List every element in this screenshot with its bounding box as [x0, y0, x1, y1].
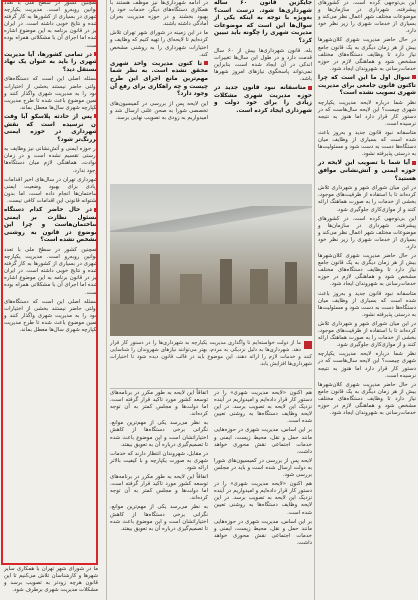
column-divider	[106, 0, 107, 600]
question-text: تا کنون مدیریت واحد شهری محقق نشده است. به نظر شما مهم‌ترین مانع اجرای این طرح چیست و چه راهکاری برای رفع آن وجود دارد؟	[110, 60, 208, 98]
article-column-6	[110, 390, 208, 600]
question-text: متاسفانه نبود قانون جدید در حوزه مدیریت شهری مشکلات زیادی را برای خود دولت و شهرداری ایجاد کرده است.	[214, 85, 312, 114]
paragraph: در این میان شورای شهر و شهرداری تلاش کرده‌اند تا با استفاده از ظرفیت‌های موجود، بخشی از خدمات را به صورت هماهنگ ارائه کنند و از موازی‌کاری جلوگیری شود.	[318, 320, 416, 349]
paragraph: متاسفانه نبود قانون جدید و به‌روز باعث شده است که بسیاری از وظایف میان دستگاه‌ها دست به دست شود و مسئولیت‌ها به درستی پذیرفته نشود.	[318, 290, 416, 318]
paragraph: در مقابل، شهروندان انتظار دارند که خدمات شهری به صورت یکپارچه و با کیفیت بالاتر ارائه شود.	[110, 450, 208, 471]
question-1	[318, 75, 416, 98]
bullet-square-icon	[308, 86, 312, 90]
article-column-1	[318, 0, 416, 600]
question-text: پس از حادثه پلاسکو آیا وقت آن نرسیده است که نقش شهرداری در حوزه ایمنی پررنگ‌تر شود؟	[4, 113, 98, 143]
paragraph: هم اکنون «لایحه مدیریت شهری» را در دستور کار قرار داده‌ایم و امیدواریم در آینده نزدیک این لایحه به تصویب برسد. در این لایحه وظایف دستگاه‌ها به روشنی تعیین شده است.	[214, 481, 312, 516]
caption-marker-icon	[304, 341, 312, 349]
paragraph: در حال حاضر مدیریت شهری کلان‌شهرها بیش از هر زمان دیگری به یک قانون جامع نیاز دارد تا وظایف دستگاه‌های مختلف مشخص شود و هماهنگی لازم در حوزه خدمات‌رسانی به شهروندان ایجاد شود.	[318, 37, 416, 72]
paragraph: این بی‌توجهی کرده است. در کشورهای پیشرفته، شهرداری در سازمان‌ها و موضوعات مختلف شهر اعمال نظر می‌کند و بسیاری از خدمات شهری را زیر نظر خود دارد.	[318, 215, 416, 250]
question-text: جایگزین قانون ۶۰ ساله شهرداری‌ها شود. درست است؟ به‌ویژه با توجه به اینکه یکی از سوال‌ها این است که موضوعات مدیریت شهری را چگونه باید تبیین کرد؟	[214, 0, 312, 44]
question-3	[214, 85, 312, 115]
paragraph: شهرداری تهران در سال‌های اخیر اقدامات زیادی برای بهبود وضعیت ایمنی ساختمان‌ها انجام داده است، اما بدون پشتوانه قانونی این اقدامات کافی نیست.	[4, 176, 98, 204]
article-column-2	[214, 0, 312, 114]
question-text: سوال اول ما این است که چرا تاکنون قانون جامعی برای مدیریت شهری تصویب نشده است؟	[318, 74, 416, 97]
city-ground	[110, 304, 312, 336]
bullet-square-icon	[204, 61, 208, 65]
caption-text: ما از دولت خواسته‌ایم تا واگذاری مدیریت یکپارچه به شهرداری‌ها را در دستور کار قرار دهد. شهرداری‌ها به دلیل نزدیکی به مردم، بهتر می‌توانند نیازهای شهروندان را شناسایی کنند و خدمات لازم را ارائه دهند. این موضوع باید در قالب قانون دیده شود تا اختیارات شهرداری‌ها افزایش یابد.	[110, 340, 312, 367]
bullet-square-icon	[412, 161, 416, 165]
paragraph: بر این اساس، مدیریت شهری در حوزه‌هایی مانند حمل و نقل، محیط زیست، ایمنی و خدمات اجتماعی نقش محوری خواهد داشت.	[214, 427, 312, 455]
paragraph: مسئله اصلی این است که دستگاه‌های دولتی حاضر نیستند بخشی از اختیارات خود را به مدیریت شهری واگذار کنند و همین موضوع باعث شده تا طرح مدیریت یکپارچه شهری سال‌ها معطل بماند.	[4, 298, 98, 334]
question-text: در تمامی کشورها، آیا مدیریت شهری را باید به عنوان یک نهاد مستقل دید؟	[4, 51, 98, 73]
paragraph: متاسفانه نبود قانون جدید و به‌روز باعث شده است که بسیاری از وظایف میان دستگاه‌ها دست به دست شود و مسئولیت‌ها به درستی پذیرفته نشود.	[318, 130, 416, 158]
question-2	[318, 160, 416, 183]
paragraph: این بی‌توجهی کرده است. در کشورهای پیشرفته، شهرداری در سازمان‌ها و موضوعات مختلف شهر اعمال نظر می‌کند و بسیاری از خدمات شهری را زیر نظر خود دارد.	[318, 0, 416, 35]
paragraph: این لایحه پس از بررسی در کمیسیون‌های تخصصی شورا به صحن علنی ارسال شد و امیدواریم به زودی به تصویب نهایی برسد.	[110, 100, 208, 121]
bullet-square-icon	[412, 75, 416, 79]
question-text: در حال حاضر کدام دستگاه مسئول نظارت بر ایمنی ساختمان‌هاست و چرا این موضوع در قانون به روشنی مشخص نشده است؟	[4, 207, 98, 244]
article-column-3	[110, 0, 208, 165]
question-4	[110, 61, 208, 99]
mountain-shape	[110, 206, 312, 232]
paragraph: در ادامه شهرداری‌ها نیز موظف هستند با همکاری دستگاه‌های دیگر، خدمات خود را بهبود بخشند و در حوزه مدیریت بحران آمادگی داشته باشند.	[110, 0, 208, 28]
paragraph: بر این اساس، مدیریت شهری در حوزه‌هایی مانند حمل و نقل، محیط زیست، ایمنی و خدمات اجتماعی نقش محوری خواهد داشت.	[214, 518, 312, 546]
paragraph: در این میان شورای شهر و شهرداری تلاش کرده‌اند تا با استفاده از ظرفیت‌های موجود، بخشی از خدمات را به صورت هماهنگ ارائه کنند و از موازی‌کاری جلوگیری شود.	[318, 185, 416, 213]
paragraph: در حال حاضر مدیریت شهری کلان‌شهرها بیش از هر زمان دیگری به یک قانون جامع نیاز دارد تا وظایف دستگاه‌های مختلف مشخص شود و هماهنگی لازم در حوزه خدمات‌رسانی به شهروندان ایجاد شود.	[318, 381, 416, 417]
paragraph: مسئله اصلی این است که دستگاه‌های دولتی حاضر نیستند بخشی از اختیارات خود را به مدیریت شهری واگذار کنند و همین موضوع باعث شده تا طرح مدیریت یکپارچه شهری سال‌ها معطل بماند.	[4, 76, 98, 111]
paragraph: بله، قانون شهرداری‌ها بیش از ۶۰ سال قدمت دارد و در طول این سال‌ها تغییرات اندکی در آن ایجاد شده است، بنابراین نمی‌تواند پاسخگوی نیازهای امروز شهرها باشد.	[214, 47, 312, 82]
paragraph: به نظر می‌رسد یکی از مهم‌ترین موانع، نگرانی برخی دستگاه‌ها از کاهش اختیاراتشان است و این موضوع باعث شده تا تصمیم‌گیری درباره آن به تعویق بیفتد.	[110, 420, 208, 448]
question-text: آیا شما با تصویب این لایحه در حوزه ایمنی و آتش‌نشانی موافق هستید؟	[318, 160, 416, 182]
paragraph: اتفاقاً این لایحه به طور مکرر در برنامه‌های توسعه کشور مورد تاکید قرار گرفته است، اما دولت‌ها و مجلس کمتر به آن توجه کرده‌اند.	[110, 390, 208, 418]
article-column-5	[214, 390, 312, 600]
paragraph: ما در شورای شهر تهران با همکاری سایر شهرها و کارشناسان تلاش می‌کنیم تا این قانون هرچه زودتر به تصویب برسد و مشکلات مدیریت شهری برطرف شود.	[4, 566, 98, 594]
paragraph: به نظر می‌رسد یکی از مهم‌ترین موانع، نگرانی برخی دستگاه‌ها از کاهش اختیاراتشان است و این موضوع باعث شده تا تصمیم‌گیری درباره آن به تعویق بیفتد.	[110, 504, 208, 532]
paragraph: اتفاقاً این لایحه به طور مکرر در برنامه‌های توسعه کشور مورد تاکید قرار گرفته است، اما دولت‌ها و مجلس کمتر به آن توجه کرده‌اند.	[110, 474, 208, 502]
article-column-7	[4, 566, 98, 600]
paragraph: ما در این زمینه در شورای شهر تهران تلاش کرده‌ایم تا لایحه‌ای را تهیه کنیم که وظایف و اختیارات شهرداری را به روشنی مشخص کند.	[110, 30, 208, 58]
paragraph: لایحه پس از بررسی در کمیسیون‌های شورا به دولت ارسال شده است و باید در مجلس بررسی شود.	[214, 457, 312, 479]
paragraph: همچنین کشور در سطح ملی با تعدد قوانین روبه‌رو است. مدیریت یکپارچه شهری در بسیاری از کشورها به کار گرفته شده و نتایج خوبی داشته است. در ایران نیز در قانون برنامه به این موضوع اشاره شده اما اجرای آن با مشکلاتی همراه بوده است.	[4, 0, 98, 49]
paragraph: در حال حاضر مدیریت شهری کلان‌شهرها بیش از هر زمان دیگری به یک قانون جامع نیاز دارد تا وظایف دستگاه‌های مختلف مشخص شود و هماهنگی لازم در حوزه خدمات‌رسانی به شهروندان ایجاد شود.	[318, 253, 416, 288]
photo-caption	[110, 340, 312, 390]
paragraph: همچنین کشور در سطح ملی با تعدد قوانین روبه‌رو است. مدیریت یکپارچه شهری در بسیاری از کشورها به کار گرفته شده و نتایج خوبی داشته است. در ایران نیز در قانون برنامه به این موضوع اشاره شده اما اجرای آن با مشکلاتی همراه بوده است.	[4, 247, 98, 296]
paragraph: نظر شما درباره لایحه مدیریت یکپارچه شهری چیست؟ این لایحه سال‌هاست که در دستور کار قرار دارد اما هنوز به نتیجه نرسیده است.	[318, 99, 416, 127]
paragraph: هم اکنون «لایحه مدیریت شهری» را در دستور کار قرار داده‌ایم و امیدواریم در آینده نزدیک این لایحه به تصویب برسد. در این لایحه وظایف دستگاه‌ها به روشنی تعیین شده است.	[214, 390, 312, 425]
paragraph: نظر شما درباره لایحه مدیریت یکپارچه شهری چیست؟ این لایحه سال‌هاست که در دستور کار قرار دارد اما هنوز به نتیجه نرسیده است.	[318, 351, 416, 379]
column-divider	[314, 0, 315, 600]
highlight-box	[1, 0, 98, 565]
city-skyline-photo	[110, 184, 312, 336]
horizontal-divider	[110, 388, 312, 389]
paragraph: در حوزه ایمنی و آتش‌نشانی نیز وظایف به درستی تقسیم نشده است و در زمان حوادث، هماهنگی لازم میان دستگاه‌ها وجود ندارد.	[4, 146, 98, 174]
